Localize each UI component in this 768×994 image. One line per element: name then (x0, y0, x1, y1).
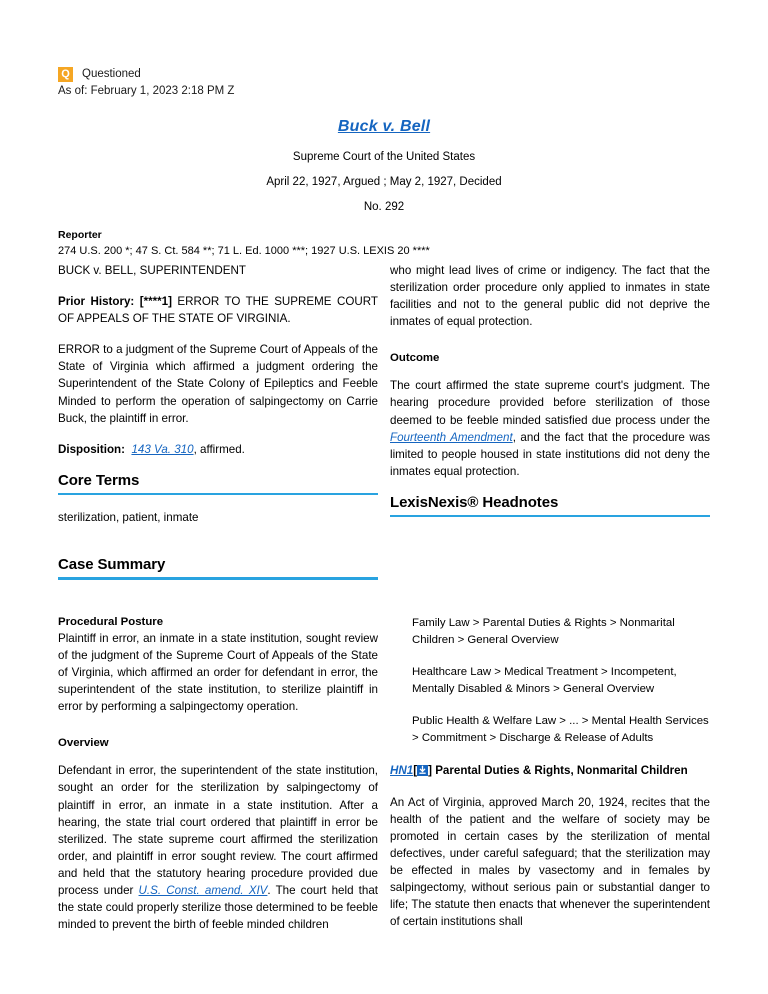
case-caption (58, 118, 710, 213)
topic-path-3[interactable]: Public Health & Welfare Law > ... > Mental Health Services > Commitment > Discharge & Release of Adults (412, 715, 709, 744)
overview-continued: who might lead lives of crime or indigency. The fact that the sterilization order procedure only applied to inmates in state facilities and not to the general public did not deprive the inmates of equal protection. (390, 264, 710, 329)
disposition-label: Disposition: (58, 442, 125, 456)
headnotes-section (390, 494, 710, 518)
topic-path-2[interactable]: Healthcare Law > Medical Treatment > Incompetent, Mentally Disabled & Minors > General Overview (412, 666, 677, 695)
headnote-1-anchor-link[interactable]: HN1 (390, 764, 414, 778)
prior-history-body: ERROR to a judgment of the Supreme Court of Appeals of the State of Virginia which affirmed a judgment ordering the Superintendent of the State Colony of Epileptics and Feeble Minded to perform the operation of salpingectomy on Carrie Buck, the plaintiff in error. (58, 343, 378, 425)
headnote-1-text: An Act of Virginia, approved March 20, 1924, recites that the health of the patient and the welfare of society may be promoted in certain cases by the sterilization of mental defectives, under careful safeguard; that the sterilization may be effected in males by vasectomy and in females by salpingectomy, without serious pain or substantial danger to life; The statute then enacts that whenever the superintendent of certain institutions shall (390, 795, 710, 929)
core-terms-list: sterilization, patient, inmate (58, 511, 199, 525)
bracket-close: ] (428, 764, 432, 778)
argued-decided-dates: April 22, 1927, Argued ; May 2, 1927, Decided (266, 176, 502, 188)
overview-part-1: Defendant in error, the superintendent of the state institution, sought an order for the sterilization by salpingectomy of plaintiff in error, an inmate in a state institution. After a hearing, the state trial court ordered that plaintiff in error be sterilized. The state supreme court affirmed the sterilization order, and plaintiff in error sought review. The court affirmed and held that the statutory hearing procedure provided due process under (58, 764, 378, 897)
right-column (390, 262, 710, 930)
body-columns (58, 262, 710, 982)
download-icon[interactable] (417, 764, 428, 775)
procedural-posture-text: Plaintiff in error, an inmate in a state institution, sought review of the judgment of the Supreme Court of Appeals of the State of Virginia, which affirmed an order for defendant in error, the superintendent of the state institution, to sterilize plaintiff in error by performing a salpingectomy operation. (58, 631, 378, 714)
prior-history-page-marker: [****1] (139, 295, 172, 309)
reporter-citation: 274 U.S. 200 *; 47 S. Ct. 584 **; 71 L. Ed. 1000 ***; 1927 U.S. LEXIS 20 **** (58, 245, 430, 257)
disposition-paragraph (58, 441, 378, 458)
reporter-label: Reporter (58, 229, 102, 241)
party-line: BUCK v. BELL, SUPERINTENDENT (58, 264, 246, 277)
document-status-header (58, 66, 718, 97)
fourteenth-amendment-link[interactable]: Fourteenth Amendment (390, 430, 513, 444)
questioned-badge-icon: Q (58, 67, 73, 82)
overview-part-2: . The court held that the state could properly sterilize those determined to be feeble minded to prevent the birth of feeble minded children (58, 883, 379, 932)
outcome-part-2: , and the fact that the procedure was limited to people housed in state institutions did not deny the inmates equal protection. (390, 430, 711, 478)
overview-label: Overview (58, 737, 109, 750)
core-terms-section (58, 472, 378, 527)
spacer (58, 729, 378, 737)
spacer (390, 531, 710, 615)
court-name: Supreme Court of the United States (292, 151, 476, 163)
spacer (58, 526, 378, 556)
headnote-1-title-line (390, 762, 710, 779)
lexisnexis-headnotes-heading: LexisNexis® Headnotes (390, 493, 559, 511)
status-line (58, 66, 718, 82)
disposition-citation-link[interactable]: 143 Va. 310 (131, 442, 194, 456)
headnote-1-title: Parental Duties & Rights, Nonmarital Children (435, 764, 688, 778)
outcome-part-1: The court affirmed the state supreme court's judgment. The hearing procedure provided before sterilization of those deemed to be feeble minded satisfied due process under the (390, 379, 710, 427)
case-summary-rule (58, 577, 378, 580)
reporter-block (58, 229, 710, 257)
headnotes-rule (390, 515, 710, 518)
outcome-text (390, 377, 710, 480)
prior-history-paragraph (58, 293, 378, 327)
as-of-timestamp: As of: February 1, 2023 2:18 PM Z (58, 85, 235, 97)
bracket-open: [ (413, 764, 418, 778)
case-summary-section (58, 556, 378, 580)
prior-history-court: ERROR TO THE SUPREME COURT OF APPEALS OF THE STATE OF VIRGINIA. (58, 295, 378, 326)
us-const-amend-xiv-link[interactable]: U.S. Const. amend. XIV (138, 883, 268, 897)
procedural-posture-label: Procedural Posture (58, 615, 164, 628)
spacer (390, 344, 710, 352)
spacer (58, 594, 378, 616)
core-terms-heading: Core Terms (58, 471, 140, 489)
case-summary-heading: Case Summary (58, 556, 166, 574)
left-column (58, 262, 378, 933)
prior-history-label: Prior History: (58, 295, 135, 309)
docket-number: No. 292 (363, 201, 405, 213)
case-title-link[interactable]: Buck v. Bell (337, 118, 431, 135)
outcome-label: Outcome (390, 352, 440, 365)
status-label: Questioned (82, 68, 141, 80)
core-terms-rule (58, 493, 378, 496)
overview-text (58, 762, 378, 933)
disposition-rest: , affirmed. (193, 442, 245, 456)
topic-path-1[interactable]: Family Law > Parental Duties & Rights > Nonmarital Children > General Overview (412, 617, 675, 646)
